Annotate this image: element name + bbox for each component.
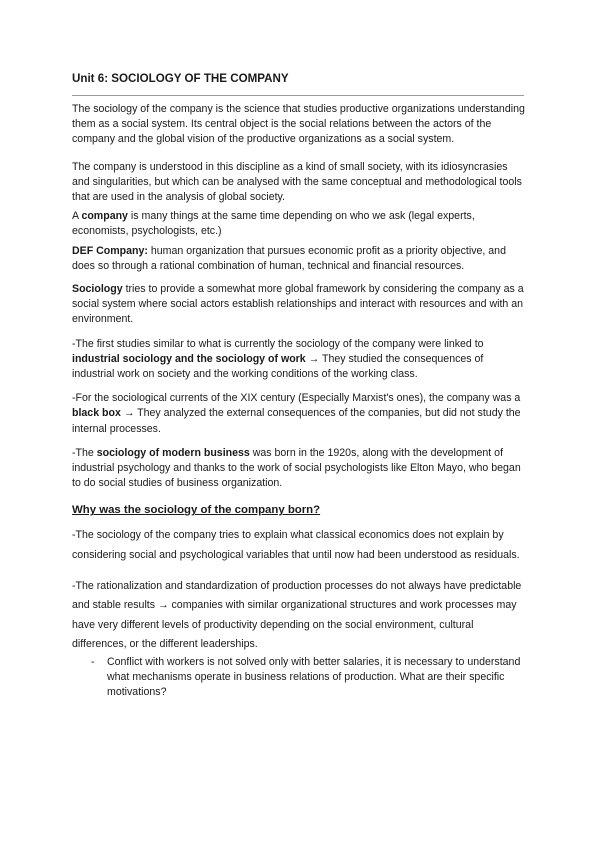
paragraph-rationalization: -The rationalization and standardization of production processes do not always have predictable and stable results → companies with similar organizational structures and work processes may have very different levels of productivity depending on the social environment, cultural differences, or the different leaderships. <box>72 579 522 651</box>
text-bold: black box <box>72 407 121 420</box>
text-post: → They analyzed the external consequences of the companies, but did not study the internal processes. <box>72 407 521 435</box>
paragraph-company-many-things <box>72 209 526 239</box>
text-pre: A <box>72 210 82 223</box>
paragraph-explain-economics: -The sociology of the company tries to explain what classical economics does not explain by considering social and psychological variables that until now had been understood as residuals. <box>72 529 520 562</box>
paragraph-first-studies <box>72 337 526 383</box>
paragraph-def-company <box>72 244 526 274</box>
text-bold: company <box>81 210 128 223</box>
text-post: → They studied the consequences of industrial work on society and the working conditions of the working class. <box>72 352 484 381</box>
paragraph-modern-business <box>72 446 526 492</box>
text-bold: Sociology <box>72 283 123 296</box>
page-title: Unit 6: SOCIOLOGY OF THE COMPANY <box>72 72 289 85</box>
bullet-dash: - <box>91 656 95 669</box>
text-bold: industrial sociology and the sociology of work <box>72 352 306 365</box>
paragraph-sociology <box>72 282 526 328</box>
text-post: tries to provide a somewhat more global framework by considering the company as a social system where social actors establish relationships and interact with resources and with an environment. <box>72 283 524 326</box>
text-pre: -The first studies similar to what is currently the sociology of the company were linked to <box>72 337 484 350</box>
paragraph-definition: The sociology of the company is the science that studies productive organizations understanding them as a social system. Its central object is the social relations between the actors of the company and the global vision of the productive organizations as a social system. <box>72 103 525 146</box>
text-post: was born in the 1920s, along with the development of industrial psychology and thanks to the work of social psychologists like Elton Mayo, who began to do social studies of business organization. <box>72 446 521 490</box>
text-pre: -The <box>72 446 97 459</box>
list-item-text: Conflict with workers is not solved only with better salaries, it is necessary to understand what mechanisms operate in business relations of production. What are their specific motivations? <box>107 656 521 699</box>
section-heading: Why was the sociology of the company born? <box>72 504 321 517</box>
text-post: human organization that pursues economic profit as a priority objective, and does so through a rational combination of human, technical and financial resources. <box>72 244 506 272</box>
text-pre: -For the sociological currents of the XIX century (Especially Marxist's ones), the company was a <box>72 392 521 405</box>
paragraph-black-box <box>72 391 526 437</box>
title-divider <box>72 95 524 96</box>
text-bold: DEF Company: <box>72 244 148 257</box>
document-page <box>72 72 526 701</box>
text-post: is many things at the same time depending on who we ask (legal experts, economists, psychologists, etc.) <box>72 210 475 238</box>
paragraph-small-society: The company is understood in this discipline as a kind of small society, with its idiosyncrasies and singularities, but which can be analysed with the same conceptual and methodological tools that are used in the analysis of global society. <box>72 160 522 204</box>
text-bold: sociology of modern business <box>96 446 250 459</box>
bullet-list <box>72 655 526 701</box>
list-item <box>72 655 526 701</box>
